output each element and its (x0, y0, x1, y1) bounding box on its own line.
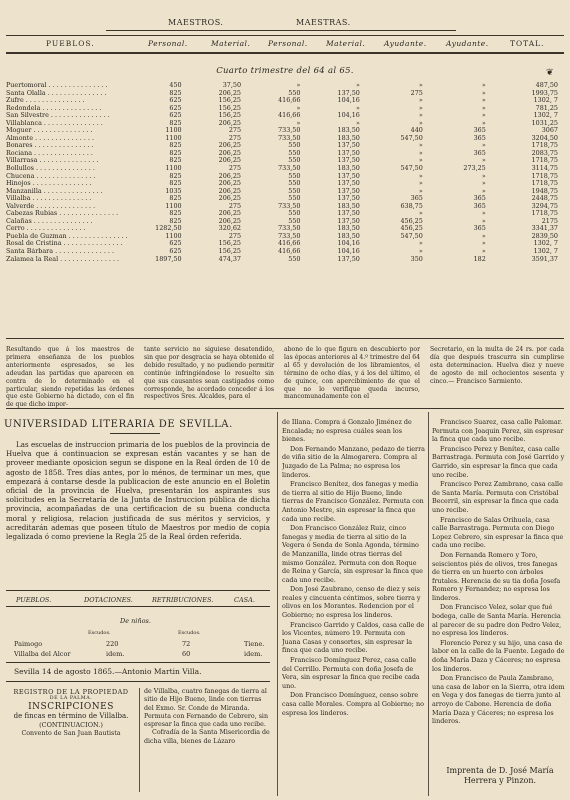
table-cell-town: Bollullos . . . . . . . . . . . . . . . (6, 165, 95, 173)
table-cell-value: 182 (473, 255, 486, 263)
table-cell-value: 206,25 (218, 157, 242, 165)
table-cell-town: Valverde . . . . . . . . . . . . . . . (6, 202, 96, 210)
col-ayudante-2: Ayudante. (446, 39, 489, 48)
col-material-2: Material. (326, 39, 366, 48)
table-bottom-rule (6, 338, 564, 339)
table-cell-value: 183,50 (337, 127, 360, 135)
table-cell-value: » (355, 104, 360, 112)
table-cell-town: Manzanilla . . . . . . . . . . . . . . . (6, 187, 103, 195)
text-col-4: Secretario, en la multa de 24 rs. por cada día que después trascurra sin cumplirse esta determinacion. Huelva diez y nueve de agosto de mil ochocientos sesenta y cinco.— Francisco Sarmiento. (430, 346, 564, 385)
table-cell-town: Santa Bárbara . . . . . . . . . . . . . . . (6, 248, 114, 256)
text-col-3: abono de lo que figura en descubierto por las épocas anteriores al 4.º trimestre del 64 al 65 y devolución de los libramientos, el término de ocho días, y á los del último, el de quince, con apercibimiento de que el que no lo verifique queda incurso, mancomunadamente con el (284, 346, 420, 401)
table-cell-town: Hinojos . . . . . . . . . . . . . . . (6, 180, 92, 188)
registro-lead: Convento de San Juan Bautista (21, 730, 121, 737)
table-cell-value: 638,75 (400, 202, 423, 210)
vac-col-pueblos: PUEBLOS. (16, 596, 52, 604)
table-cell-value: 137,50 (337, 89, 360, 97)
table-cell-value: 733,50 (278, 134, 301, 142)
table-cell-value: » (481, 119, 486, 127)
mid-entry-3: Francisco Benítez, dos fanegas y media de tierra al sitio de Hijo Bueno, linde tierras de Francisco González. Permuta con Antonio Mestre, sin espresar la finca que cada uno recibe. (282, 480, 424, 523)
table-cell-value: » (418, 210, 423, 218)
table-cell-value: 474,37 (218, 255, 242, 263)
table-row (6, 248, 564, 256)
table-cell-value: 206,25 (218, 180, 242, 188)
table-cell-value: 365 (473, 195, 486, 203)
table-cell-value: 3341,37 (531, 225, 558, 233)
table-cell-value: » (418, 180, 423, 188)
table-cell-value: 206,25 (218, 89, 242, 97)
mid-entry-2: Don Fernando Manzano, pedazo de tierra de viña sitio de la Almogarera. Compra al Juzgado de La Palma; no espresa los linderos. (282, 444, 425, 479)
table-cell-value: » (418, 149, 423, 157)
table-row (6, 188, 564, 196)
table-cell-value: 365 (473, 134, 486, 142)
table-cell-value: 416,66 (278, 240, 301, 248)
vac-col-dotaciones: DOTACIONES. (84, 596, 133, 604)
table-cell-value: » (418, 82, 423, 89)
vacancy-subhead: De niños. (120, 617, 151, 625)
middle-column (282, 418, 425, 790)
table-cell-value: 137,50 (337, 172, 360, 180)
table-cell-town: Almonte . . . . . . . . . . . . . . . (6, 134, 94, 142)
text-col-1: Resultando que á los maestros de primera enseñanza de los pueblos anteriormente espresados, se les adeudan las partidas que aparecen en contra de lo determinado en el particular, siendo repetidas las órdenes que este Gobierno ha dictado, con el fin de que dicho impor- (6, 346, 134, 409)
table-cell-town: Villarrasa . . . . . . . . . . . . . . . (6, 157, 99, 165)
table-cell-value: 825 (169, 119, 182, 127)
registro-title-2: DE LA PALMA. (49, 696, 93, 701)
table-cell-value: 416,66 (278, 97, 301, 105)
table-cell-value: 365 (473, 127, 486, 135)
mid-entry-6: Francisco Garrido y Caldos, casa calle de los Vicentes, número 19. Permuta con Juana Casas y consortes, sin espresar la finca que cada uno recibe. (282, 620, 425, 655)
table-row (6, 225, 564, 233)
vacancy-row-1-retribucion: 72 (182, 640, 191, 648)
registro-lead-3: Cofradía de la Santa Misericordia de dicha villa, bienes de Lázaro (144, 729, 270, 745)
table-cell-value: » (481, 248, 486, 256)
table-cell-value: » (481, 187, 486, 195)
table-cell-value: 625 (169, 97, 182, 105)
table-cell-value: 1948,75 (531, 187, 558, 195)
table-cell-value: 104,16 (337, 248, 360, 256)
table-cell-town: Cabezas Rubias . . . . . . . . . . . . . . . (6, 210, 119, 218)
table-cell-value: 156,25 (218, 248, 242, 256)
table-cell-value: 1302, 7 (533, 240, 558, 248)
registro-title-1: REGISTRO DE LA PROPIEDAD (13, 688, 129, 696)
corner-mark: ❦ (546, 68, 554, 78)
table-cell-value: 1993,75 (531, 89, 558, 97)
mid-entry-7: Francisco Domínguez Perez, casa calle del Cerrillo. Permuta con doña Josefa de Vera, sin espresar la finca que recibe cada uno. (282, 656, 420, 690)
table-cell-value: 733,50 (278, 165, 301, 173)
table-cell-value: 1302, 7 (533, 112, 558, 120)
table-cell-value: » (355, 119, 360, 127)
table-cell-town: Puebla de Guzman . . . . . . . . . . . . . . . (6, 232, 128, 240)
table-row (6, 120, 564, 128)
table-row (6, 150, 564, 158)
vacancy-row-1-casa: Tiene. (244, 640, 265, 648)
vacancy-row-2-town: Villalba del Alcor (14, 650, 71, 658)
table-cell-value: » (418, 157, 423, 165)
header-group-maestras: MAESTRAS. (296, 18, 351, 27)
table-cell-value: » (481, 104, 486, 112)
table-cell-value: 550 (288, 157, 301, 165)
vacancy-row-1-town: Paimogo (14, 640, 43, 648)
table-row (6, 112, 564, 120)
registro-divider (139, 688, 140, 792)
col-ayudante-1: Ayudante. (384, 39, 427, 48)
table-cell-value: » (418, 119, 423, 127)
table-cell-value: 2175 (541, 217, 558, 225)
registro-col-2 (144, 688, 272, 746)
vac-col-retribuciones: RETRIBUCIONES. (152, 596, 214, 604)
table-cell-value: 350 (410, 255, 423, 263)
vacancy-row-2-casa: idem. (244, 650, 263, 658)
table-cell-value: 2448,75 (531, 195, 558, 203)
table-cell-value: 275 (228, 165, 242, 173)
table-cell-value: » (481, 82, 486, 89)
text-col-2: tante servicio no siguiese desatendido, sin que por desgracia se haya obtenido el debido resultado, y no pudiendo permitir continúe infringiéndose lo resuelto sin que sus causantes sean castigados como corresponde, he acordado conceder á los respectivos Sres. Alcaldes, para el (144, 346, 274, 401)
table-header (6, 18, 564, 58)
table-cell-value: 547,50 (400, 134, 423, 142)
table-cell-value: 183,50 (337, 202, 360, 210)
right-entry-1: Francisco Suarez, casa calle Palomar. Permuta con Joaquin Perez, sin espresar la finca que cada uno recibe. (432, 418, 564, 444)
right-entry-2: Francisco Perez y Benítez, casa calle Barrastraga. Permuta con José Garrido y Garrido, sin espresar la finca que cada uno recibe. (432, 444, 565, 479)
table-cell-value: 456,25 (400, 225, 423, 233)
table-cell-value: 137,50 (337, 217, 360, 225)
table-cell-value: 273,25 (463, 165, 486, 173)
table-cell-value: 275 (228, 232, 242, 240)
right-entry-7: Florencio Perez y su hijo, una casa de labor en la calle de la Fuente. Legado de doña María Daza y Cáceres; no espresa los linderos. (432, 638, 565, 673)
table-cell-value: 275 (228, 127, 242, 135)
vacancy-table-header-rule (6, 606, 270, 607)
column-divider-2 (428, 412, 429, 796)
table-cell-value: 183,50 (337, 134, 360, 142)
table-cell-value: 440 (410, 127, 423, 135)
table-cell-value: 625 (169, 112, 182, 120)
table-cell-value: » (481, 240, 486, 248)
right-entry-3: Francisco Perez Zambrano, casa calle de Santa María. Permuta con Cristóbal Becerril, sin espresar la finca que cada uno recibe. (432, 480, 563, 514)
registro-title-3: INSCRIPCIONES (28, 702, 114, 712)
registro-lead-2: de Villalba, cuatro fanegas de tierra al sitio de Hijo Bueno, linde con tierras del Exmo. Sr. Conde de Miranda. Permuta con Fernando de Cebrero, sin espresar la finca que cada uno recibe. (144, 688, 269, 729)
table-cell-value: 206,25 (218, 210, 242, 218)
table-row (6, 240, 564, 248)
right-entry-6: Don Francisco Velez, solar que fué bodega, calle de Santa María. Herencia al parecer de su padre don Pedro Velez, no espresa los linderos. (432, 603, 562, 638)
table-row (6, 127, 564, 135)
table-cell-value: 104,16 (337, 240, 360, 248)
table-cell-value: 137,50 (337, 195, 360, 203)
table-cell-value: 275 (228, 134, 242, 142)
table-cell-value: » (481, 210, 486, 218)
table-cell-value: 3294,75 (531, 202, 558, 210)
table-row (6, 105, 564, 113)
table-cell-value: 156,25 (218, 240, 242, 248)
col-personal-1: Personal. (148, 39, 188, 48)
table-cell-value: » (418, 142, 423, 150)
table-cell-value: 733,50 (278, 202, 301, 210)
header-columns (6, 35, 564, 54)
university-body: Las escuelas de instruccion primaria de los pueblos de la provincia de Huelva que á continuacion se expresan están vacantes y se han de proveer mediante oposicion segun se dispone en la Real órden de 10 de agosto de 1858. Tres días antes, por lo ménos, de terminar un mes, que empezará á contarse desde la publicacion de este anuncio en el Boletin oficial de la provincia de Huelva, presentarán los aspirantes sus solicitudes en la Secretaría de la Junta de Instruccion pública de dicha provincia, acompañadas de una certificacion de su buena conducta moral y religiosa, relacion justificada de sus méritos y servicios, y acreditarán ademas que poseen título de Maestros por medio de copia legalizada ó como previene la Regla 25 de la Real órden referida. (6, 440, 270, 542)
table-cell-value: 1100 (165, 232, 182, 240)
table-cell-value: » (481, 157, 486, 165)
vacancy-row-2 (14, 650, 270, 658)
table-cell-value: » (481, 112, 486, 120)
table-cell-value: 547,50 (400, 165, 423, 173)
table-cell-value: 1282,50 (155, 225, 182, 233)
table-cell-value: » (418, 97, 423, 105)
table-cell-value: 275 (410, 89, 423, 97)
table-cell-value: 550 (288, 89, 301, 97)
table-cell-value: 547,50 (400, 232, 423, 240)
table-cell-value: 365 (473, 202, 486, 210)
table-cell-value: 3591,37 (531, 255, 558, 263)
title-ornament-rule (110, 433, 160, 434)
table-cell-value: 156,25 (218, 104, 242, 112)
table-cell-value: 365 (473, 225, 486, 233)
vacancy-row-1 (14, 640, 270, 648)
table-cell-value: 550 (288, 255, 301, 263)
table-cell-value: » (418, 104, 423, 112)
table-cell-value: » (481, 142, 486, 150)
table-cell-value: 825 (169, 142, 182, 150)
table-cell-value: » (355, 82, 360, 89)
table-cell-town: Bonares . . . . . . . . . . . . . . . (6, 142, 94, 150)
table-cell-value: 156,25 (218, 112, 242, 120)
table-cell-town: Villablanca . . . . . . . . . . . . . . . (6, 119, 103, 127)
table-cell-value: 206,25 (218, 142, 242, 150)
table-cell-town: Puertomoral . . . . . . . . . . . . . . . (6, 82, 108, 89)
table-cell-value: 365 (410, 195, 423, 203)
col-pueblos: PUEBLOS. (46, 39, 95, 48)
header-rule (106, 30, 456, 31)
table-cell-value: 825 (169, 180, 182, 188)
table-cell-value: 550 (288, 180, 301, 188)
table-cell-value: 733,50 (278, 127, 301, 135)
column-divider-1 (277, 412, 278, 796)
header-group-maestros: MAESTROS. (168, 18, 224, 27)
table-cell-value: 183,50 (337, 165, 360, 173)
table-cell-value: 825 (169, 149, 182, 157)
table-cell-town: Rosal de Cristina . . . . . . . . . . . . . . . (6, 240, 123, 248)
vacancy-subcol-1: Escudos. (88, 630, 111, 636)
table-cell-value: 781,25 (535, 104, 558, 112)
mid-entry-4: Don Francisco González Ruiz, cinco fanegas y media de tierra al sitio de la Vegera ó Senda de Sonla Agonda, término de Manzanilla, linde otras tierras del mismo González. Permuta con don Roque de Reina y García, sin espresar la finca que cada uno recibe. (282, 524, 423, 584)
registro-title-5: (CONTINUACION.) (39, 721, 103, 729)
table-cell-value: 3114,75 (531, 165, 558, 173)
table-cell-value: 1035 (165, 187, 182, 195)
vacancy-row-2-retribucion: 60 (182, 650, 191, 658)
table-cell-value: 733,50 (278, 225, 301, 233)
table-cell-value: » (481, 217, 486, 225)
table-cell-town: Rociana . . . . . . . . . . . . . . . (6, 149, 93, 157)
table-cell-value: » (296, 104, 301, 112)
table-row (6, 218, 564, 226)
table-cell-town: Villalba . . . . . . . . . . . . . . . (6, 195, 92, 203)
table-cell-town: Calañas . . . . . . . . . . . . . . . (6, 217, 93, 225)
table-cell-value: 625 (169, 104, 182, 112)
table-cell-value: 320,62 (218, 225, 242, 233)
col-total: TOTAL. (510, 39, 545, 48)
table-cell-value: » (481, 232, 486, 240)
right-entry-4: Francisco de Salas Orihuela, casa calle Barrastraga. Permuta con Diego Lopez Cebrero, sin espresar la finca que cada uno recibe. (432, 515, 564, 550)
table-cell-value: 550 (288, 210, 301, 218)
table-cell-value: » (418, 112, 423, 120)
table-cell-value: 206,25 (218, 172, 242, 180)
table-cell-value: 206,25 (218, 149, 242, 157)
table-cell-value: 825 (169, 172, 182, 180)
university-title: UNIVERSIDAD LITERARIA DE SEVILLA. (4, 419, 233, 430)
table-row (6, 157, 564, 165)
table-cell-value: 1718,75 (531, 142, 558, 150)
table-cell-value: 1100 (165, 165, 182, 173)
imprint: Imprenta de D. José María Herrera y Pinzon. (446, 766, 554, 785)
table-cell-value: 450 (169, 82, 182, 89)
table-cell-value: 3067 (541, 127, 558, 135)
vacancy-row-1-dotacion: 220 (106, 640, 119, 648)
table-cell-value: » (481, 89, 486, 97)
table-cell-value: 487,50 (535, 82, 558, 89)
table-cell-value: 137,50 (337, 149, 360, 157)
table-cell-value: 206,25 (218, 187, 242, 195)
table-cell-value: 365 (473, 149, 486, 157)
table-cell-value: 733,50 (278, 232, 301, 240)
table-cell-value: 137,50 (337, 180, 360, 188)
vacancy-table-bottom-rule (6, 662, 270, 663)
table-cell-value: 137,50 (337, 142, 360, 150)
vac-col-casa: CASA. (234, 596, 255, 604)
signature-rule (6, 681, 270, 682)
table-row (6, 203, 564, 211)
table-cell-town: Chucena . . . . . . . . . . . . . . . (6, 172, 96, 180)
table-cell-town: Cerro . . . . . . . . . . . . . . . (6, 225, 86, 233)
mid-entry-8: Don Francisco Domínguez, censo sobre casa calle Morales. Compra al Gobierno; no espresa los linderos. (282, 691, 424, 717)
table-cell-value: 1100 (165, 202, 182, 210)
table-row (6, 135, 564, 143)
table-cell-value: » (418, 240, 423, 248)
table-cell-town: Zufre . . . . . . . . . . . . . . . (6, 97, 85, 105)
table-cell-value: » (481, 97, 486, 105)
table-cell-value: 825 (169, 217, 182, 225)
table-cell-value: » (418, 172, 423, 180)
table-cell-value: 550 (288, 149, 301, 157)
table-cell-value: 825 (169, 195, 182, 203)
registro-heading (6, 688, 136, 737)
table-row (6, 165, 564, 173)
table-cell-value: 3204,50 (531, 134, 558, 142)
registro-title-4: de fincas en término de Villalba. (13, 712, 129, 720)
table-cell-value: » (418, 187, 423, 195)
table-cell-value: 550 (288, 142, 301, 150)
table-cell-value: 183,50 (337, 225, 360, 233)
table-cell-value: 183,50 (337, 232, 360, 240)
table-row (6, 173, 564, 181)
table-cell-value: 206,25 (218, 195, 242, 203)
table-cell-value: 550 (288, 217, 301, 225)
table-cell-town: Redondela . . . . . . . . . . . . . . . (6, 104, 102, 112)
table-cell-value: 1718,75 (531, 157, 558, 165)
table-cell-value: 2839,50 (531, 232, 558, 240)
table-cell-value: 1100 (165, 127, 182, 135)
table-cell-value: 625 (169, 240, 182, 248)
table-cell-town: San Silvestre . . . . . . . . . . . . . . . (6, 112, 110, 120)
right-column (432, 418, 566, 762)
table-cell-value: » (418, 248, 423, 256)
mid-entry-5: Don José Zaubrano, censo de diez y seis reales y cincuenta céntimos, sobre tierra y olivos en los Morantes. Redencion por el Gobierno; no espresa los linderos. (282, 585, 421, 620)
table-row (6, 210, 564, 218)
payment-table (6, 82, 564, 263)
table-cell-value: 2083,75 (531, 149, 558, 157)
table-row (6, 82, 564, 90)
quarter-title: Cuarto trimestre del 64 al 65. (216, 66, 354, 76)
table-cell-value: 456,25 (400, 217, 423, 225)
mid-entry-1: de Illana. Compra á Gonzalo Jiménez de Encalada; no espresa cuáles sean los bienes. (282, 418, 412, 444)
table-row (6, 180, 564, 188)
vacancy-subcol-2: Escudos. (178, 630, 201, 636)
table-cell-value: 1718,75 (531, 180, 558, 188)
table-cell-town: Moguer . . . . . . . . . . . . . . . (6, 127, 93, 135)
table-cell-value: 825 (169, 210, 182, 218)
table-cell-value: 416,66 (278, 248, 301, 256)
col-material-1: Material. (211, 39, 251, 48)
table-cell-value: 825 (169, 157, 182, 165)
vacancy-row-2-dotacion: idem. (106, 650, 125, 658)
table-cell-value: 1031,25 (531, 119, 558, 127)
table-cell-value: 1718,75 (531, 172, 558, 180)
table-cell-value: 275 (228, 202, 242, 210)
table-cell-town: Santa Olalla . . . . . . . . . . . . . . . (6, 89, 107, 97)
table-cell-value: 550 (288, 187, 301, 195)
table-cell-value: 156,25 (218, 97, 242, 105)
table-row (6, 97, 564, 105)
table-cell-value: 550 (288, 195, 301, 203)
table-cell-town: Zalamea la Real . . . . . . . . . . . . . . . (6, 255, 120, 263)
table-cell-value: 1100 (165, 134, 182, 142)
section-rule (6, 408, 564, 409)
table-row (6, 195, 564, 203)
table-cell-value: 1897,50 (155, 255, 182, 263)
table-cell-value: 206,25 (218, 217, 242, 225)
table-cell-value: 137,50 (337, 187, 360, 195)
col-personal-2: Personal. (268, 39, 308, 48)
table-cell-value: » (296, 82, 301, 89)
table-cell-value: » (481, 180, 486, 188)
table-cell-value: » (481, 172, 486, 180)
table-cell-value: 104,16 (337, 97, 360, 105)
table-cell-value: 206,25 (218, 119, 242, 127)
table-cell-value: 1302, 7 (533, 248, 558, 256)
table-cell-value: 1302, 7 (533, 97, 558, 105)
table-row (6, 233, 564, 241)
right-entry-8: Don Francisco de Paula Zambrano, una casa de labor en la Sierra, otra idem en Vega y dos fanegas de tierra junto al arroyo de Cabone. Herencia de doña María Daza y Cáceres; no espresa los linderos. (432, 674, 565, 726)
table-cell-value: 825 (169, 89, 182, 97)
vacancy-table-top-rule (6, 590, 270, 591)
right-entry-5: Don Fernanda Romero y Toro, seiscientos piés de olivos, tres fanegas de tierra en un huerto con árboles frutales. Herencia de su tia doña Josefa Romero y Fernandez; no espresa los linderos. (432, 550, 561, 602)
university-signature: Sevilla 14 de agosto 1865.—Antonio Martin Villa. (14, 667, 202, 676)
table-row (6, 90, 564, 98)
table-cell-value: 104,16 (337, 112, 360, 120)
table-cell-value: 625 (169, 248, 182, 256)
table-cell-value: 550 (288, 172, 301, 180)
table-cell-value: » (296, 119, 301, 127)
table-cell-value: 137,50 (337, 255, 360, 263)
table-row (6, 256, 564, 264)
table-cell-value: 37,50 (222, 82, 242, 89)
table-row (6, 142, 564, 150)
table-cell-value: 137,50 (337, 210, 360, 218)
table-cell-value: 137,50 (337, 157, 360, 165)
table-cell-value: 416,66 (278, 112, 301, 120)
table-cell-value: 1718,75 (531, 210, 558, 218)
